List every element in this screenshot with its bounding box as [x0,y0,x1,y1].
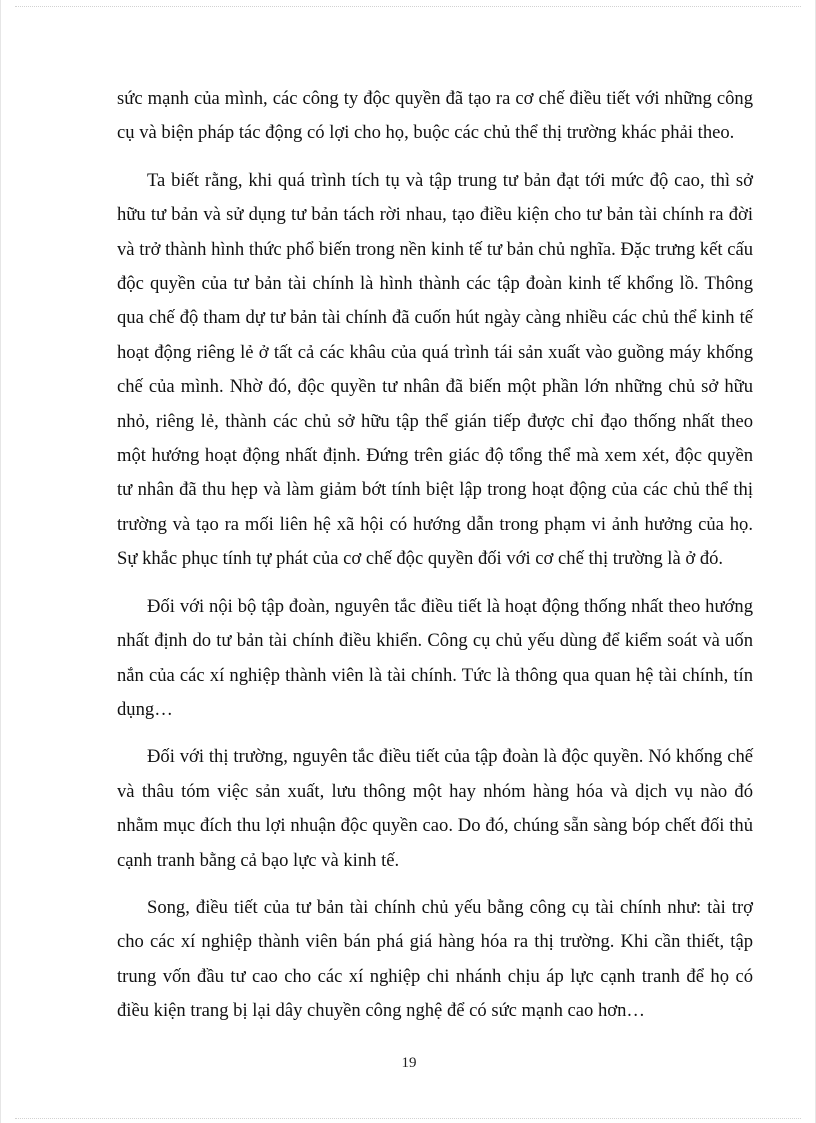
paragraph-3: Đối với nội bộ tập đoàn, nguyên tắc điều tiết là hoạt động thống nhất theo hướng nhất định do tư bản tài chính điều khiển. Công cụ chủ yếu dùng để kiểm soát và uốn nắn của các xí nghiệp thành viên là tài chính. Tức là thông qua quan hệ tài chính, tín dụng… [117,595,753,720]
page-top-border [15,6,801,7]
page-body [117,82,753,1042]
paragraph-1: sức mạnh của mình, các công ty độc quyền đã tạo ra cơ chế điều tiết với những công cụ và biện pháp tác động có lợi cho họ, buộc các chủ thể thị trường khác phải theo. [117,88,753,144]
paragraph-5: Song, điều tiết của tư bản tài chính chủ yếu bằng công cụ tài chính như: tài trợ cho các xí nghiệp thành viên bán phá giá hàng hóa ra thị trường. Khi cần thiết, tập trung vốn đầu tư cao cho các xí nghiệp chi nhánh chịu áp lực cạnh tranh để họ có điều kiện trang bị lại dây chuyền công nghệ để có sức mạnh cao hơn… [117,896,753,1022]
page-bottom-border [15,1118,801,1119]
paragraph-4: Đối với thị trường, nguyên tắc điều tiết của tập đoàn là độc quyền. Nó khống chế và thâu tóm việc sản xuất, lưu thông một hay nhóm hàng hóa và dịch vụ nào đó nhằm mục đích thu lợi nhuận độc quyền cao. Do đó, chúng sẵn sàng bóp chết đối thủ cạnh tranh bằng cả bạo lực và kinh tế. [117,746,753,871]
paragraph-2: Ta biết rằng, khi quá trình tích tụ và tập trung tư bản đạt tới mức độ cao, thì sở hữu tư bản và sử dụng tư bản tách rời nhau, tạo điều kiện cho tư bản tài chính ra đời và trở thành hình thức phổ biến trong nền kinh tế tư bản chủ nghĩa. Đặc trưng kết cấu độc quyền của tư bản tài chính là hình thành các tập đoàn kinh tế khổng lồ. Thông qua chế độ tham dự tư bản tài chính đã cuốn hút ngày càng nhiều các chủ thể kinh tế hoạt động riêng lẻ ở tất cả các khâu của quá trình tái sản xuất vào guồng máy khống chế của mình. Nhờ đó, độc quyền tư nhân đã biến một phần lớn những chủ sở hữu nhỏ, riêng lẻ, thành các chủ sở hữu tập thể gián tiếp được chỉ đạo thống nhất theo một hướng hoạt động nhất định. Đứng trên giác độ tổng thể mà xem xét, độc quyền tư nhân đã thu hẹp và làm giảm bớt tính biệt lập trong hoạt động của các chủ thể thị trường và tạo ra mối liên hệ xã hội có hướng dẫn trong phạm vi ảnh hưởng của họ. Sự khắc phục tính tự phát của cơ chế độc quyền đối với cơ chế thị trường là ở đó. [117,169,753,570]
page-number: 19 [401,1055,417,1071]
